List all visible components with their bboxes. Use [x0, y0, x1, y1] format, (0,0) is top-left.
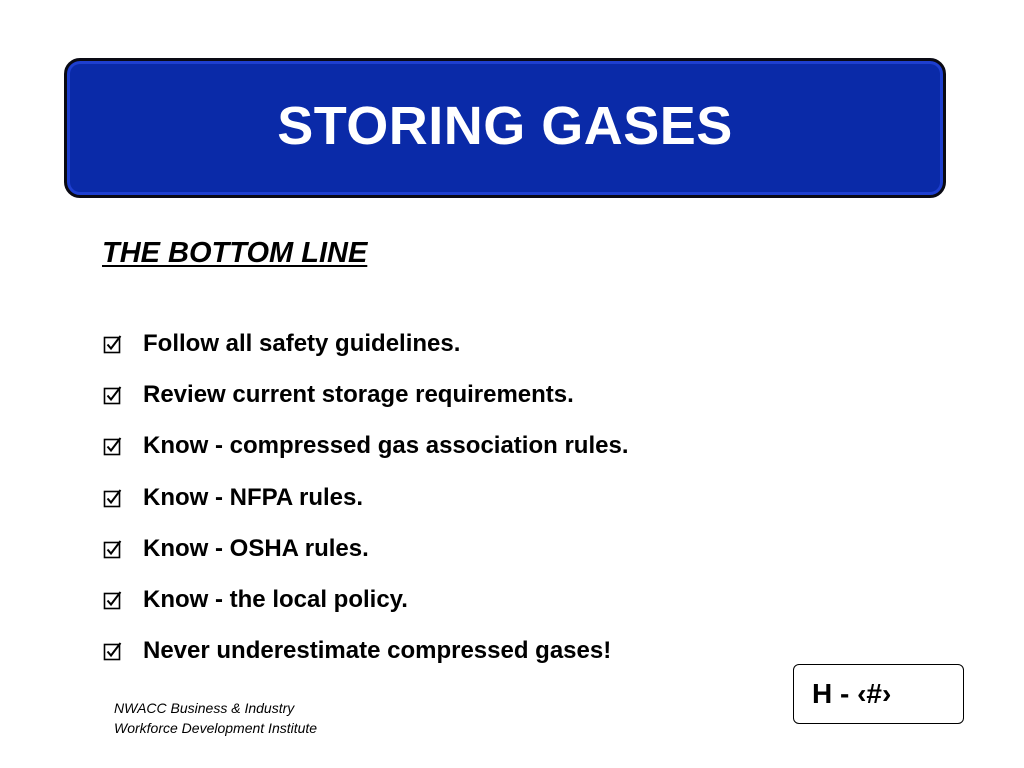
bullet-text: Know - OSHA rules.: [143, 534, 369, 562]
footer-line-1: NWACC Business & Industry: [114, 700, 295, 716]
page-number-box: [793, 664, 964, 724]
bullet-text: Know - the local policy.: [143, 586, 408, 614]
slide-title: STORING GASES: [277, 96, 733, 156]
bullet-item: [102, 369, 628, 420]
bullet-text: Follow all safety guidelines.: [143, 329, 461, 357]
checked-box-icon: [102, 487, 124, 509]
bullet-item: [102, 472, 628, 523]
bullet-item: [102, 574, 628, 625]
bullet-text: Never underestimate compressed gases!: [143, 637, 612, 665]
checked-box-icon: [102, 640, 124, 662]
slide-subtitle: THE BOTTOM LINE: [102, 237, 368, 269]
bullet-text: Know - NFPA rules.: [143, 483, 364, 511]
checked-box-icon: [102, 333, 124, 355]
bullet-item: [102, 523, 628, 574]
checked-box-icon: [102, 435, 124, 457]
checked-box-icon: [102, 384, 124, 406]
footer-organization: [114, 698, 317, 738]
bullet-item: [102, 421, 628, 472]
checked-box-icon: [102, 538, 124, 560]
bullet-text: Review current storage requirements.: [143, 380, 574, 408]
checked-box-icon: [102, 589, 124, 611]
bullet-text: Know - compressed gas association rules.: [143, 432, 629, 460]
bullet-item: [102, 626, 628, 677]
title-banner: [64, 58, 946, 198]
bullet-list: [102, 318, 628, 677]
page-number-label: H - ‹#›: [812, 678, 892, 709]
bullet-item: [102, 318, 628, 369]
footer-line-2: Workforce Development Institute: [114, 720, 318, 736]
